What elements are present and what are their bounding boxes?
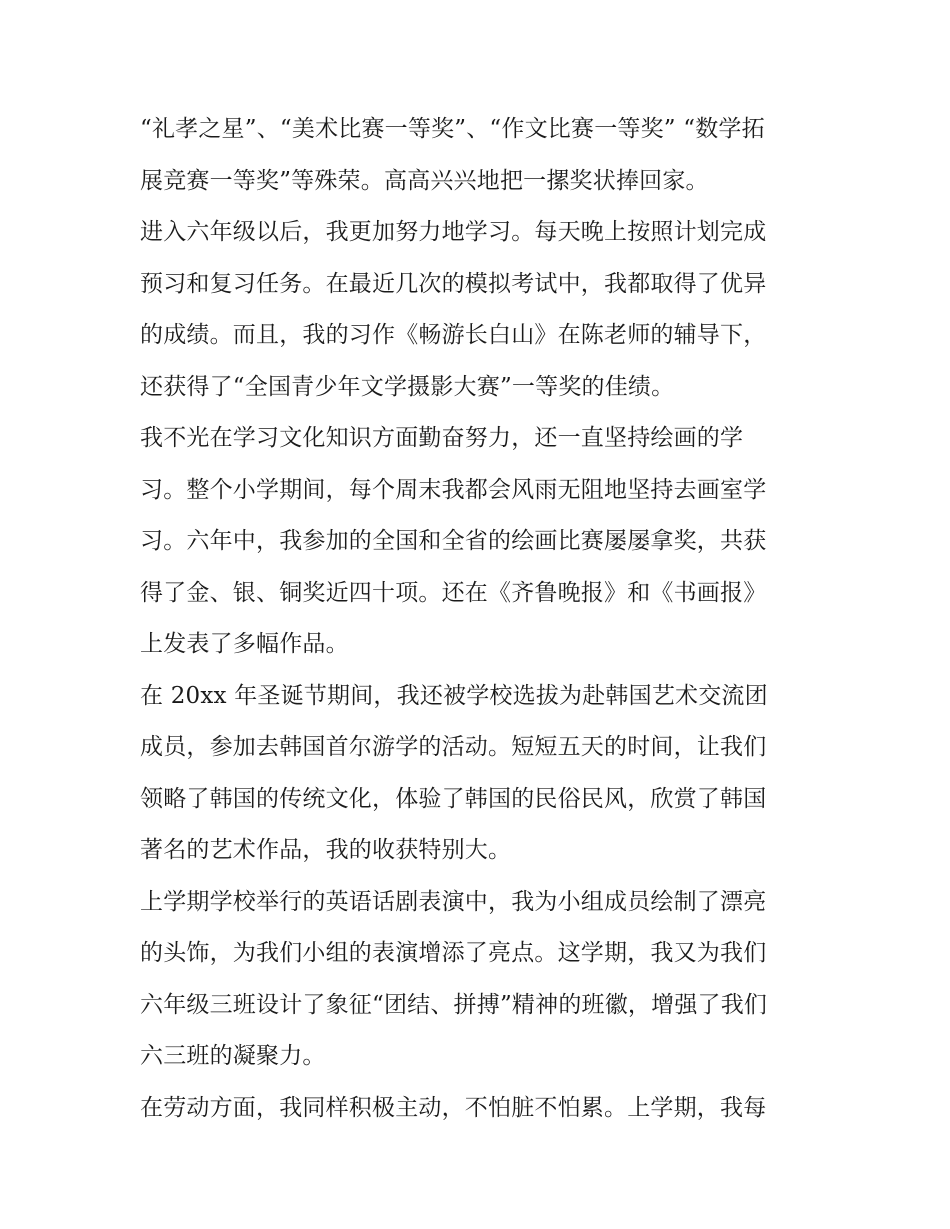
text-line: 领略了韩国的传统文化，体验了韩国的民俗民风，欣赏了韩国 — [140, 785, 767, 812]
text-line: 六年级三班设计了象征“团结、拼搏”精神的班徽，增强了我们 — [140, 991, 768, 1018]
text-line: 的成绩。而且，我的习作《畅游长白山》在陈老师的辅导下， — [140, 322, 767, 348]
text-line: 著名的艺术作品，我的收获特别大。 — [140, 837, 512, 863]
text-line: “礼孝之星”、“美术比赛一等奖”、“作文比赛一等奖” “数学拓 — [140, 116, 765, 142]
text-line: 六三班的凝聚力。 — [140, 1043, 326, 1069]
text-line: 习。六年中，我参加的全国和全省的绘画比赛屡屡拿奖，共获 — [140, 528, 767, 554]
text-line: 进入六年级以后，我更加努力地学习。每天晚上按照计划完成 — [140, 219, 767, 245]
text-line: 习。整个小学期间，每个周末我都会风雨无阻地坚持去画室学 — [140, 476, 767, 503]
text-line: 展竞赛一等奖”等殊荣。高高兴兴地把一摞奖状捧回家。 — [140, 167, 709, 194]
text-line: 在 20xx 年圣诞节期间，我还被学校选拔为赴韩国艺术交流团 — [140, 682, 768, 709]
text-line: 在劳动方面，我同样积极主动，不怕脏不怕累。上学期，我每 — [140, 1094, 767, 1121]
text-line: 上学期学校举行的英语话剧表演中，我为小组成员绘制了漂亮 — [140, 888, 767, 915]
text-line: 预习和复习任务。在最近几次的模拟考试中，我都取得了优异 — [140, 270, 767, 297]
text-line: 还获得了“全国青少年文学摄影大赛”一等奖的佳绩。 — [140, 373, 675, 400]
text-line: 得了金、银、铜奖近四十项。还在《齐鲁晚报》和《书画报》 — [140, 579, 767, 606]
text-line: 上发表了多幅作品。 — [140, 631, 349, 657]
text-line: 我不光在学习文化知识方面勤奋努力，还一直坚持绘画的学 — [140, 425, 744, 451]
text-line: 的头饰，为我们小组的表演增添了亮点。这学期，我又为我们 — [140, 940, 767, 966]
document-body — [140, 104, 815, 1134]
text-line: 成员，参加去韩国首尔游学的活动。短短五天的时间，让我们 — [140, 734, 767, 760]
